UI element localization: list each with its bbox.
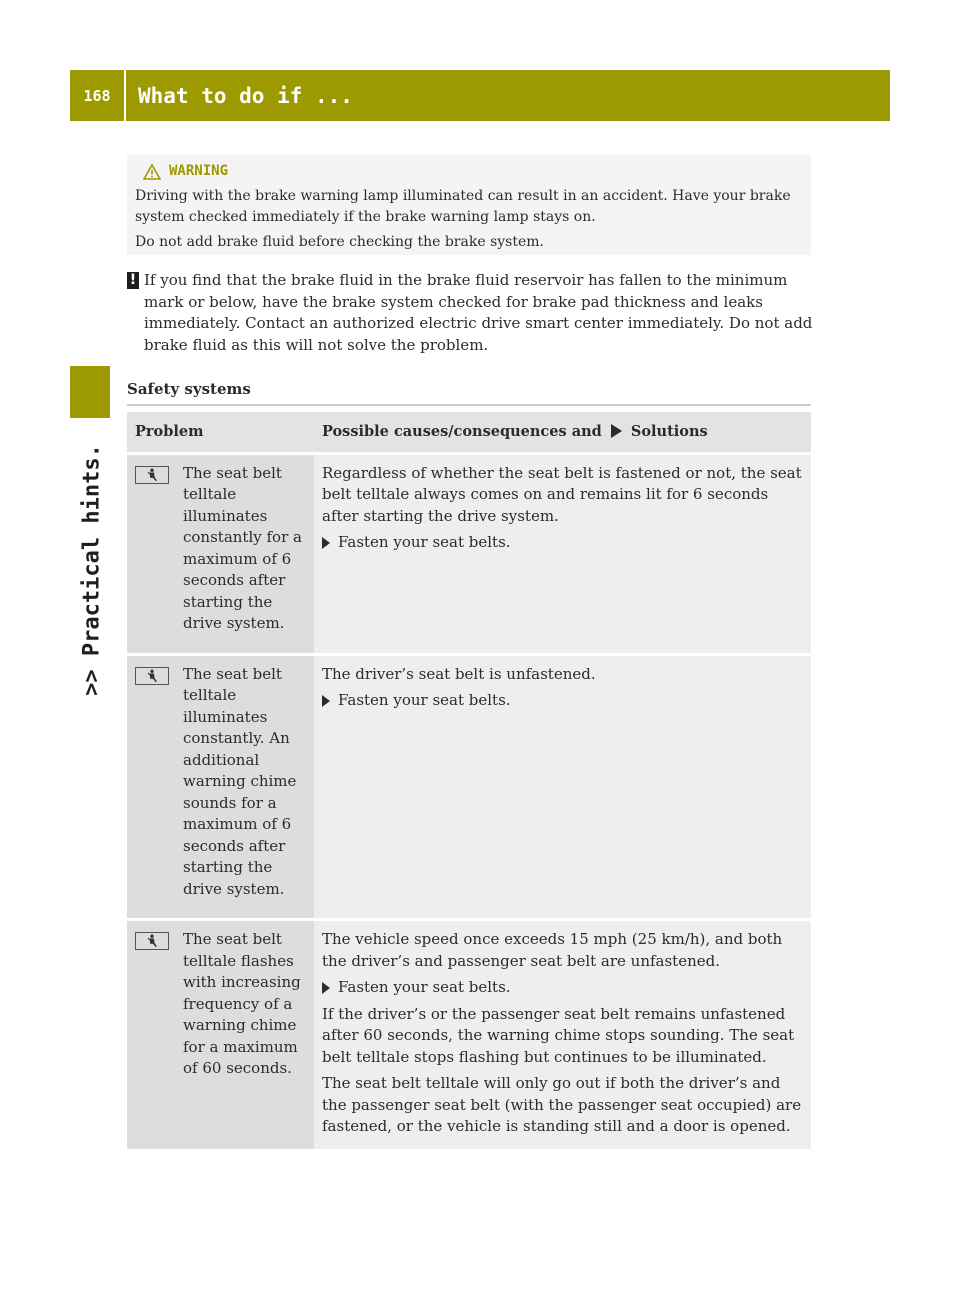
page-title: What to do if ... bbox=[138, 83, 353, 108]
problem-text: The seat belt telltale illuminates constantly. An additional warning chime sounds for a maximum of 6 seconds after starting the drive system. bbox=[183, 664, 297, 898]
warning-text: Driving with the brake warning lamp illuminated can result in an accident. Have your brake system checked immediately if the brake warning lamp stays on. bbox=[135, 188, 791, 225]
problem-cell bbox=[127, 920, 314, 1149]
arrow-icon bbox=[322, 982, 330, 994]
column-header-problem: Problem bbox=[127, 412, 314, 453]
cause-text: The vehicle speed once exceeds 15 mph (25 km/h), and both the driver’s and passenger seat belt are unfastened. bbox=[322, 930, 783, 970]
column-header-solutions-suffix: Solutions bbox=[630, 423, 708, 440]
arrow-icon bbox=[322, 537, 330, 549]
solution-cell bbox=[314, 654, 811, 920]
section-title: Safety systems bbox=[127, 380, 811, 406]
note-text-2: The seat belt telltale will only go out if both the driver’s and the passenger seat belt (with the passenger seat occupied) are fastened, or the vehicle is standing still and a door is opened. bbox=[322, 1074, 802, 1135]
problem-cell bbox=[127, 453, 314, 654]
column-header-solutions bbox=[314, 412, 811, 453]
table-row bbox=[127, 654, 811, 920]
chapter-tab bbox=[72, 430, 112, 710]
notice-block bbox=[127, 270, 813, 356]
warning-label: WARNING bbox=[169, 163, 229, 179]
exclamation-icon: ! bbox=[127, 272, 139, 289]
safety-systems-table bbox=[127, 412, 811, 1149]
seat-belt-icon bbox=[135, 667, 169, 685]
action-text: Fasten your seat belts. bbox=[338, 533, 511, 551]
arrow-icon bbox=[611, 424, 622, 438]
chapter-label: >> Practical hints. bbox=[79, 444, 105, 696]
column-header-solutions-text: Possible causes/consequences and bbox=[322, 423, 602, 440]
solution-cell bbox=[314, 920, 811, 1149]
seat-belt-icon bbox=[135, 932, 169, 950]
cause-text: Regardless of whether the seat belt is fastened or not, the seat belt telltale always comes on and remains lit for 6 seconds after starting the drive system. bbox=[322, 463, 802, 525]
problem-text: The seat belt telltale illuminates constantly for a maximum of 6 seconds after starting the drive system. bbox=[183, 463, 302, 632]
seat-belt-icon bbox=[135, 466, 169, 484]
problem-text: The seat belt telltale flashes with increasing frequency of a warning chime for a maximum of 60 seconds. bbox=[183, 930, 301, 1077]
arrow-icon bbox=[322, 695, 330, 707]
table-row bbox=[127, 920, 811, 1149]
note-text: If the driver’s or the passenger seat belt remains unfastened after 60 seconds, the warning chime stops sounding. The seat belt telltale stops flashing but continues to be illuminated. bbox=[322, 1004, 795, 1066]
side-tab-marker bbox=[70, 366, 110, 418]
warning-text-2: Do not add brake fluid before checking the brake system. bbox=[135, 234, 544, 250]
action-text: Fasten your seat belts. bbox=[338, 691, 511, 709]
warning-triangle-icon bbox=[143, 164, 161, 180]
solution-cell bbox=[314, 453, 811, 654]
problem-cell bbox=[127, 654, 314, 920]
warning-box bbox=[127, 155, 811, 255]
cause-text: The driver’s seat belt is unfastened. bbox=[322, 664, 596, 683]
table-row bbox=[127, 453, 811, 654]
page-header bbox=[70, 70, 890, 121]
action-text: Fasten your seat belts. bbox=[338, 978, 511, 996]
page-number: 168 bbox=[70, 70, 126, 121]
notice-text: If you find that the brake fluid in the brake fluid reservoir has fallen to the minimum mark or below, have the brake system checked for brake pad thickness and leaks immediately. Contact an authorized electric drive smart center immediately. Do not add brake fluid as this will not solve the problem. bbox=[144, 271, 813, 354]
